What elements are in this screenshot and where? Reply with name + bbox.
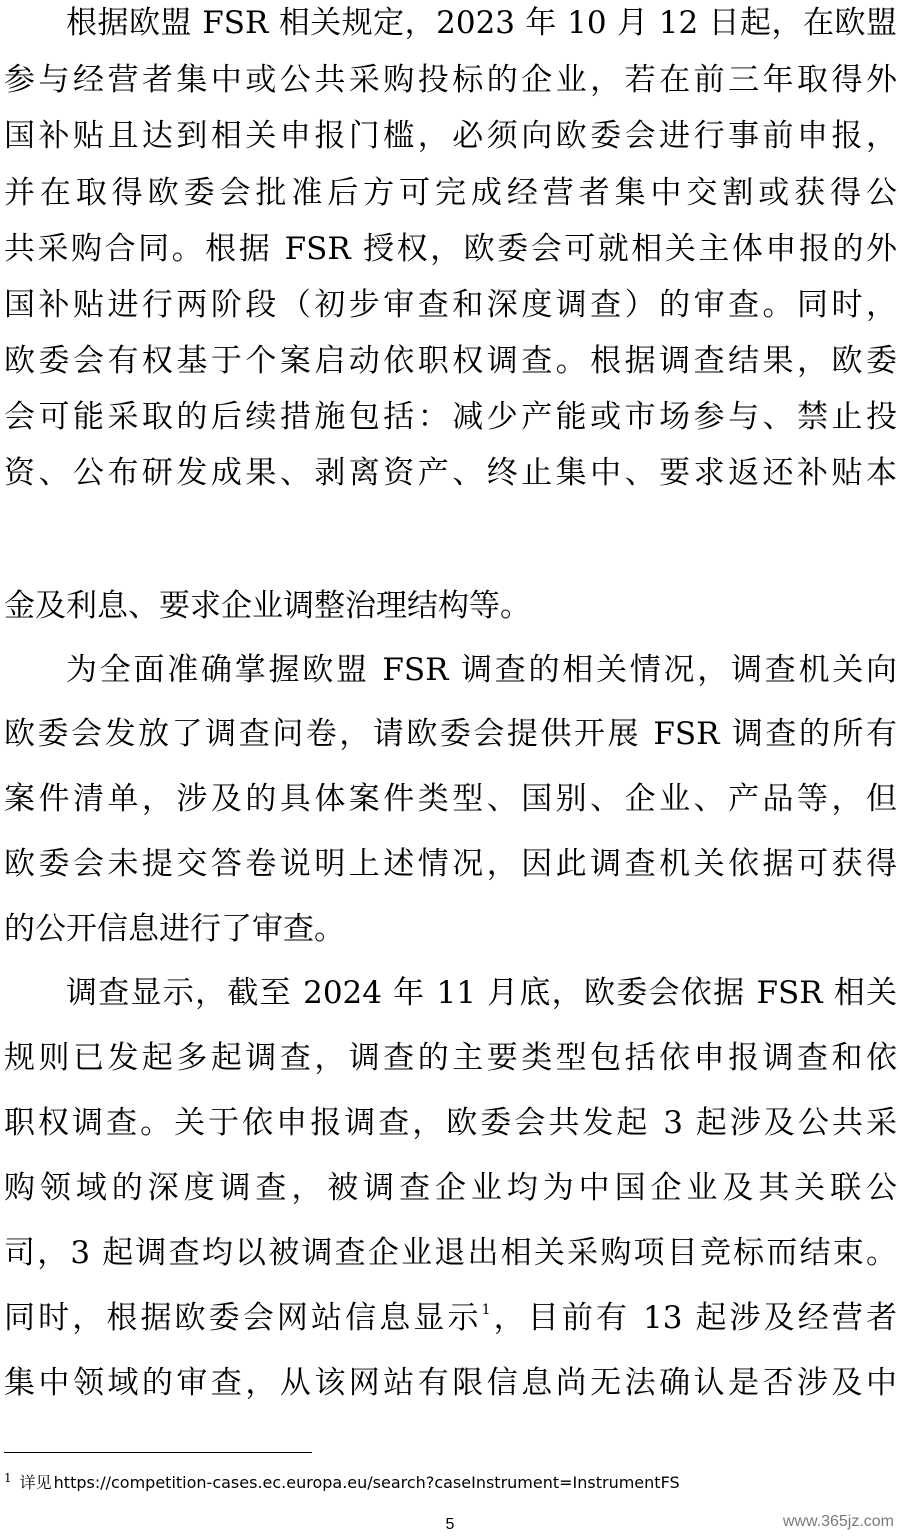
body-text-line: 案件清单，涉及的具体案件类型、国别、企业、产品等，但 <box>4 781 897 817</box>
body-text-line: 的公开信息进行了审查。 <box>4 911 345 947</box>
body-text-line: 资、公布研发成果、剥离资产、终止集中、要求返还补贴本 <box>4 455 897 491</box>
body-text-line: 并在取得欧委会批准后方可完成经营者集中交割或获得公 <box>4 175 897 211</box>
footnote-mark: 1 <box>4 1471 12 1485</box>
body-text-line: 规则已发起多起调查，调查的主要类型包括依申报调查和依 <box>4 1040 897 1076</box>
body-text-fragment: 同时，根据欧委会网站信息显示 <box>4 1300 482 1336</box>
body-text-line: 欧委会发放了调查问卷，请欧委会提供开展 FSR 调查的所有 <box>4 716 897 752</box>
body-text-line: 会可能采取的后续措施包括：减少产能或市场参与、禁止投 <box>4 399 897 435</box>
body-text-line: 司，3 起调查均以被调查企业退出相关采购项目竞标而结束。 <box>4 1235 897 1271</box>
watermark: www.365jz.com <box>782 1513 894 1530</box>
footnote-reference[interactable]: 1 <box>481 1302 491 1318</box>
body-text-line: 根据欧盟 FSR 相关规定，2023 年 10 月 12 日起，在欧盟 <box>66 5 897 41</box>
body-text-line: 欧委会未提交答卷说明上述情况，因此调查机关依据可获得 <box>4 846 897 882</box>
body-text-line: 为全面准确掌握欧盟 FSR 调查的相关情况，调查机关向 <box>66 652 897 688</box>
footnote-url-link[interactable]: https://competition-cases.ec.europa.eu/search?caseInstrument=InstrumentFS <box>53 1473 680 1491</box>
body-text-line: 金及利息、要求企业调整治理结构等。 <box>4 588 531 624</box>
body-text-line: 职权调查。关于依申报调查，欧委会共发起 3 起涉及公共采 <box>4 1105 897 1141</box>
body-text-line: 参与经营者集中或公共采购投标的企业，若在前三年取得外 <box>4 62 897 98</box>
footnote-separator <box>4 1452 312 1453</box>
body-text-line: 国补贴进行两阶段（初步审查和深度调查）的审查。同时， <box>4 287 897 323</box>
body-text-line-with-footnote-ref <box>4 1287 897 1349</box>
body-text-line: 调查显示，截至 2024 年 11 月底，欧委会依据 FSR 相关 <box>66 975 897 1011</box>
footnote-text: 详见 <box>19 1473 52 1491</box>
body-text-line: 集中领域的审查，从该网站有限信息尚无法确认是否涉及中 <box>4 1365 897 1401</box>
body-text-line: 欧委会有权基于个案启动依职权调查。根据调查结果，欧委 <box>4 343 897 379</box>
body-text-line: 国补贴且达到相关申报门槛，必须向欧委会进行事前申报， <box>4 118 897 154</box>
body-text-line: 共采购合同。根据 FSR 授权，欧委会可就相关主体申报的外 <box>4 231 897 267</box>
footnote <box>4 1465 884 1491</box>
body-text-line: 购领域的深度调查，被调查企业均为中国企业及其关联公 <box>4 1170 897 1206</box>
body-text-fragment: ，目前有 13 起涉及经营者 <box>490 1300 897 1336</box>
page-number: 5 <box>445 1516 455 1533</box>
